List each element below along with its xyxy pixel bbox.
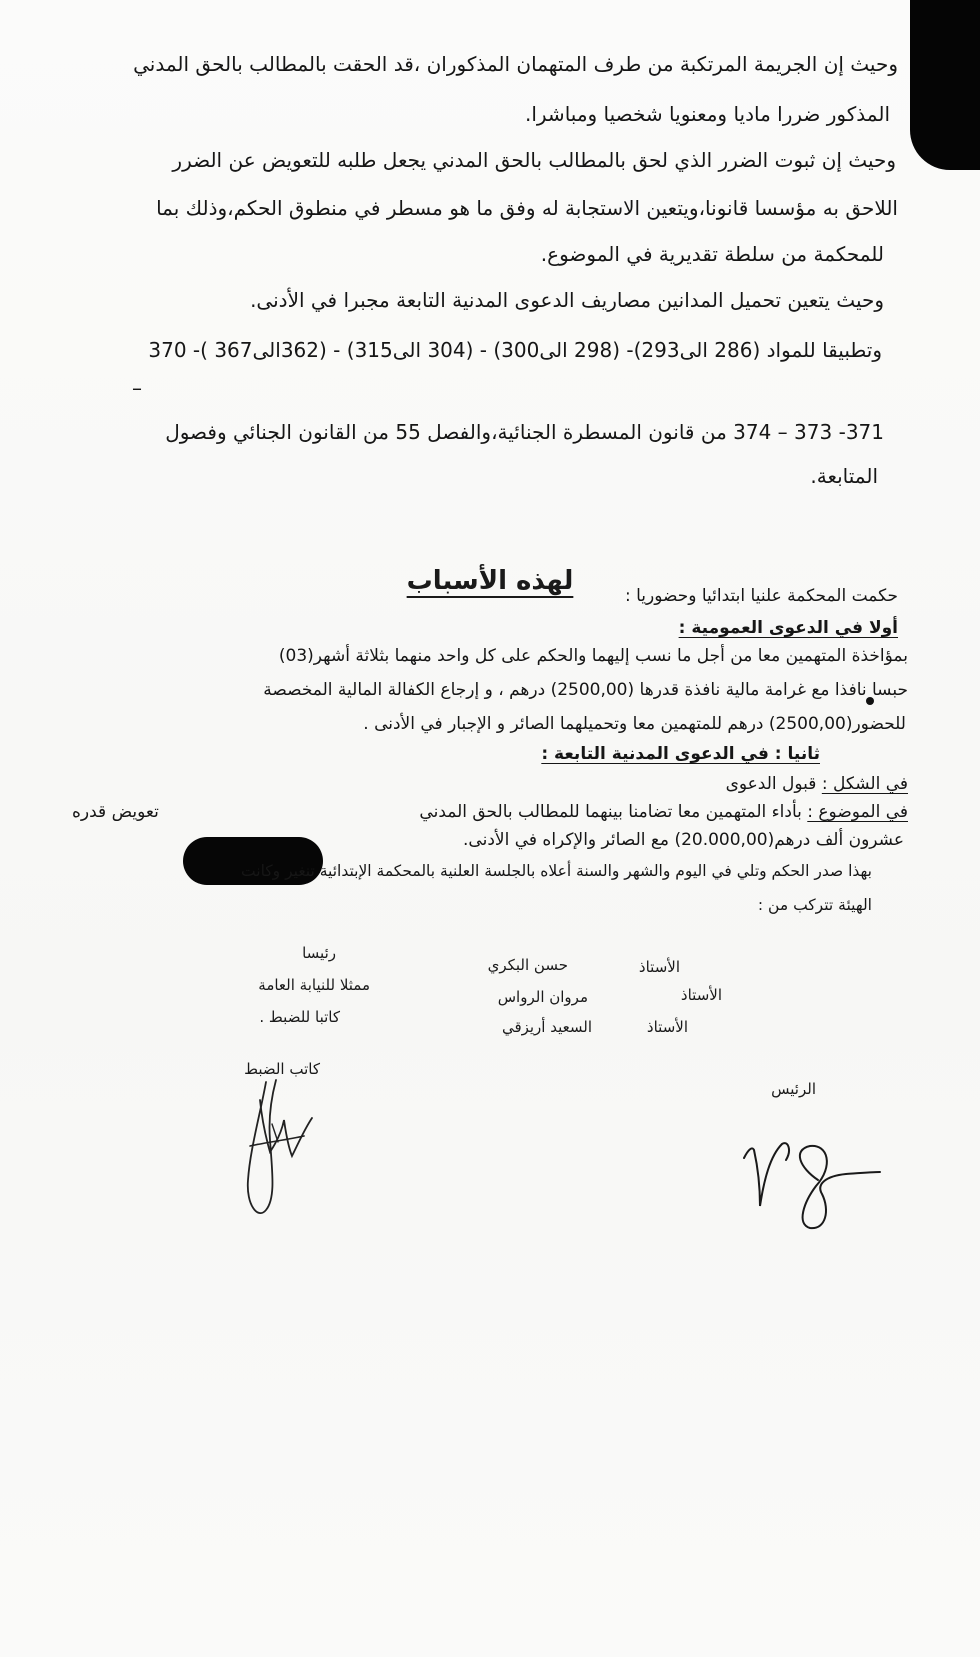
ruling-intro: حكمت المحكمة علنيا ابتدائيا وحضوريا : xyxy=(624,586,898,606)
panel-role: ممثلا للنيابة العامة xyxy=(258,976,370,994)
clerk-signature-icon xyxy=(220,1060,340,1230)
president-signature-label: الرئيس xyxy=(771,1080,816,1098)
panel-member-name: مروان الرواس xyxy=(497,988,588,1006)
merits-tail: تعويض قدره xyxy=(72,802,159,822)
merits-label: في الموضوع : xyxy=(807,802,908,822)
ruling-line: حبسا نافذا مع غرامة مالية نافذة قدرها (2500,00) درهم ، و إرجاع الكفالة المالية المخصصة xyxy=(263,680,908,700)
paragraph-line: المتابعة. xyxy=(810,464,878,488)
civil-action-title: ثانيا : في الدعوى المدنية التابعة : xyxy=(541,744,820,764)
form-label: في الشكل : xyxy=(821,774,908,794)
panel-title: الأستاذ xyxy=(646,1018,688,1036)
paragraph-line: 371- 373 – 374 من قانون المسطرة الجنائية،والفصل 55 من القانون الجنائي وفصول xyxy=(165,420,884,444)
paragraph-line: وحيث إن ثبوت الضرر الذي لحق بالمطالب بالحق المدني يجعل طلبه للتعويض عن الضرر xyxy=(172,148,896,172)
paragraph-line: وحيث إن الجريمة المرتكبة من طرف المتهمان المذكوران ،قد الحقت بالمطالب بالحق المدني xyxy=(133,52,898,76)
closing-line: بهذا صدر الحكم وتلي في اليوم والشهر والسنة أعلاه بالجلسة العلنية بالمحكمة الإبتدائية تنغير وكانت xyxy=(241,862,872,880)
paragraph-dash: – xyxy=(132,376,142,400)
paragraph-line: وحيث يتعين تحميل المدانين مصاريف الدعوى المدنية التابعة مجبرا في الأدنى. xyxy=(250,288,884,312)
paragraph-line: وتطبيقا للمواد (286 الى293)- (298 الى300) - (304 الى315) - (362الى367 )- 370 xyxy=(148,338,882,362)
panel-role: رئيسا xyxy=(302,944,336,962)
panel-member-name: السعيد أريزقي xyxy=(501,1018,592,1036)
form-value: قبول الدعوى xyxy=(725,774,817,794)
ruling-line: بمؤاخذة المتهمين معا من أجل ما نسب إليهما والحكم على كل واحد منهما بثلاثة أشهر(03) xyxy=(278,646,908,666)
public-action-title: أولا في الدعوى العمومية : xyxy=(678,618,898,638)
closing-line: الهيئة تتركب من : xyxy=(757,896,872,914)
merits-value: بأداء المتهمين معا تضامنا بينهما للمطالب بالحق المدني xyxy=(419,802,802,822)
form-row xyxy=(726,774,908,794)
ruling-line: للحضور(2500,00) درهم للمتهمين معا وتحميلهما الصائر و الإجبار في الأدنى . xyxy=(363,714,906,734)
clerk-signature-label: كاتب الضبط xyxy=(244,1060,320,1078)
paragraph-line: اللاحق به مؤسسا قانونا،ويتعين الاستجابة له وفق ما هو مسطر في منطوق الحكم،وذلك بما xyxy=(156,196,898,220)
panel-role: كاتبا للضبط . xyxy=(259,1008,340,1026)
paragraph-line: المذكور ضررا ماديا ومعنويا شخصيا ومباشرا. xyxy=(524,102,890,126)
ruling-line: عشرون ألف درهم(20.000,00) مع الصائر والإكراه في الأدنى. xyxy=(463,830,904,850)
panel-member-name: حسن البكري xyxy=(487,956,568,974)
merits-row xyxy=(419,802,908,822)
section-heading: لهذه الأسباب xyxy=(406,566,574,596)
president-signature-icon xyxy=(730,1120,900,1250)
panel-title: الأستاذ xyxy=(680,986,722,1004)
panel-title: الأستاذ xyxy=(638,958,680,976)
redaction-mark-corner xyxy=(910,0,980,170)
paragraph-line: للمحكمة من سلطة تقديرية في الموضوع. xyxy=(540,242,884,266)
